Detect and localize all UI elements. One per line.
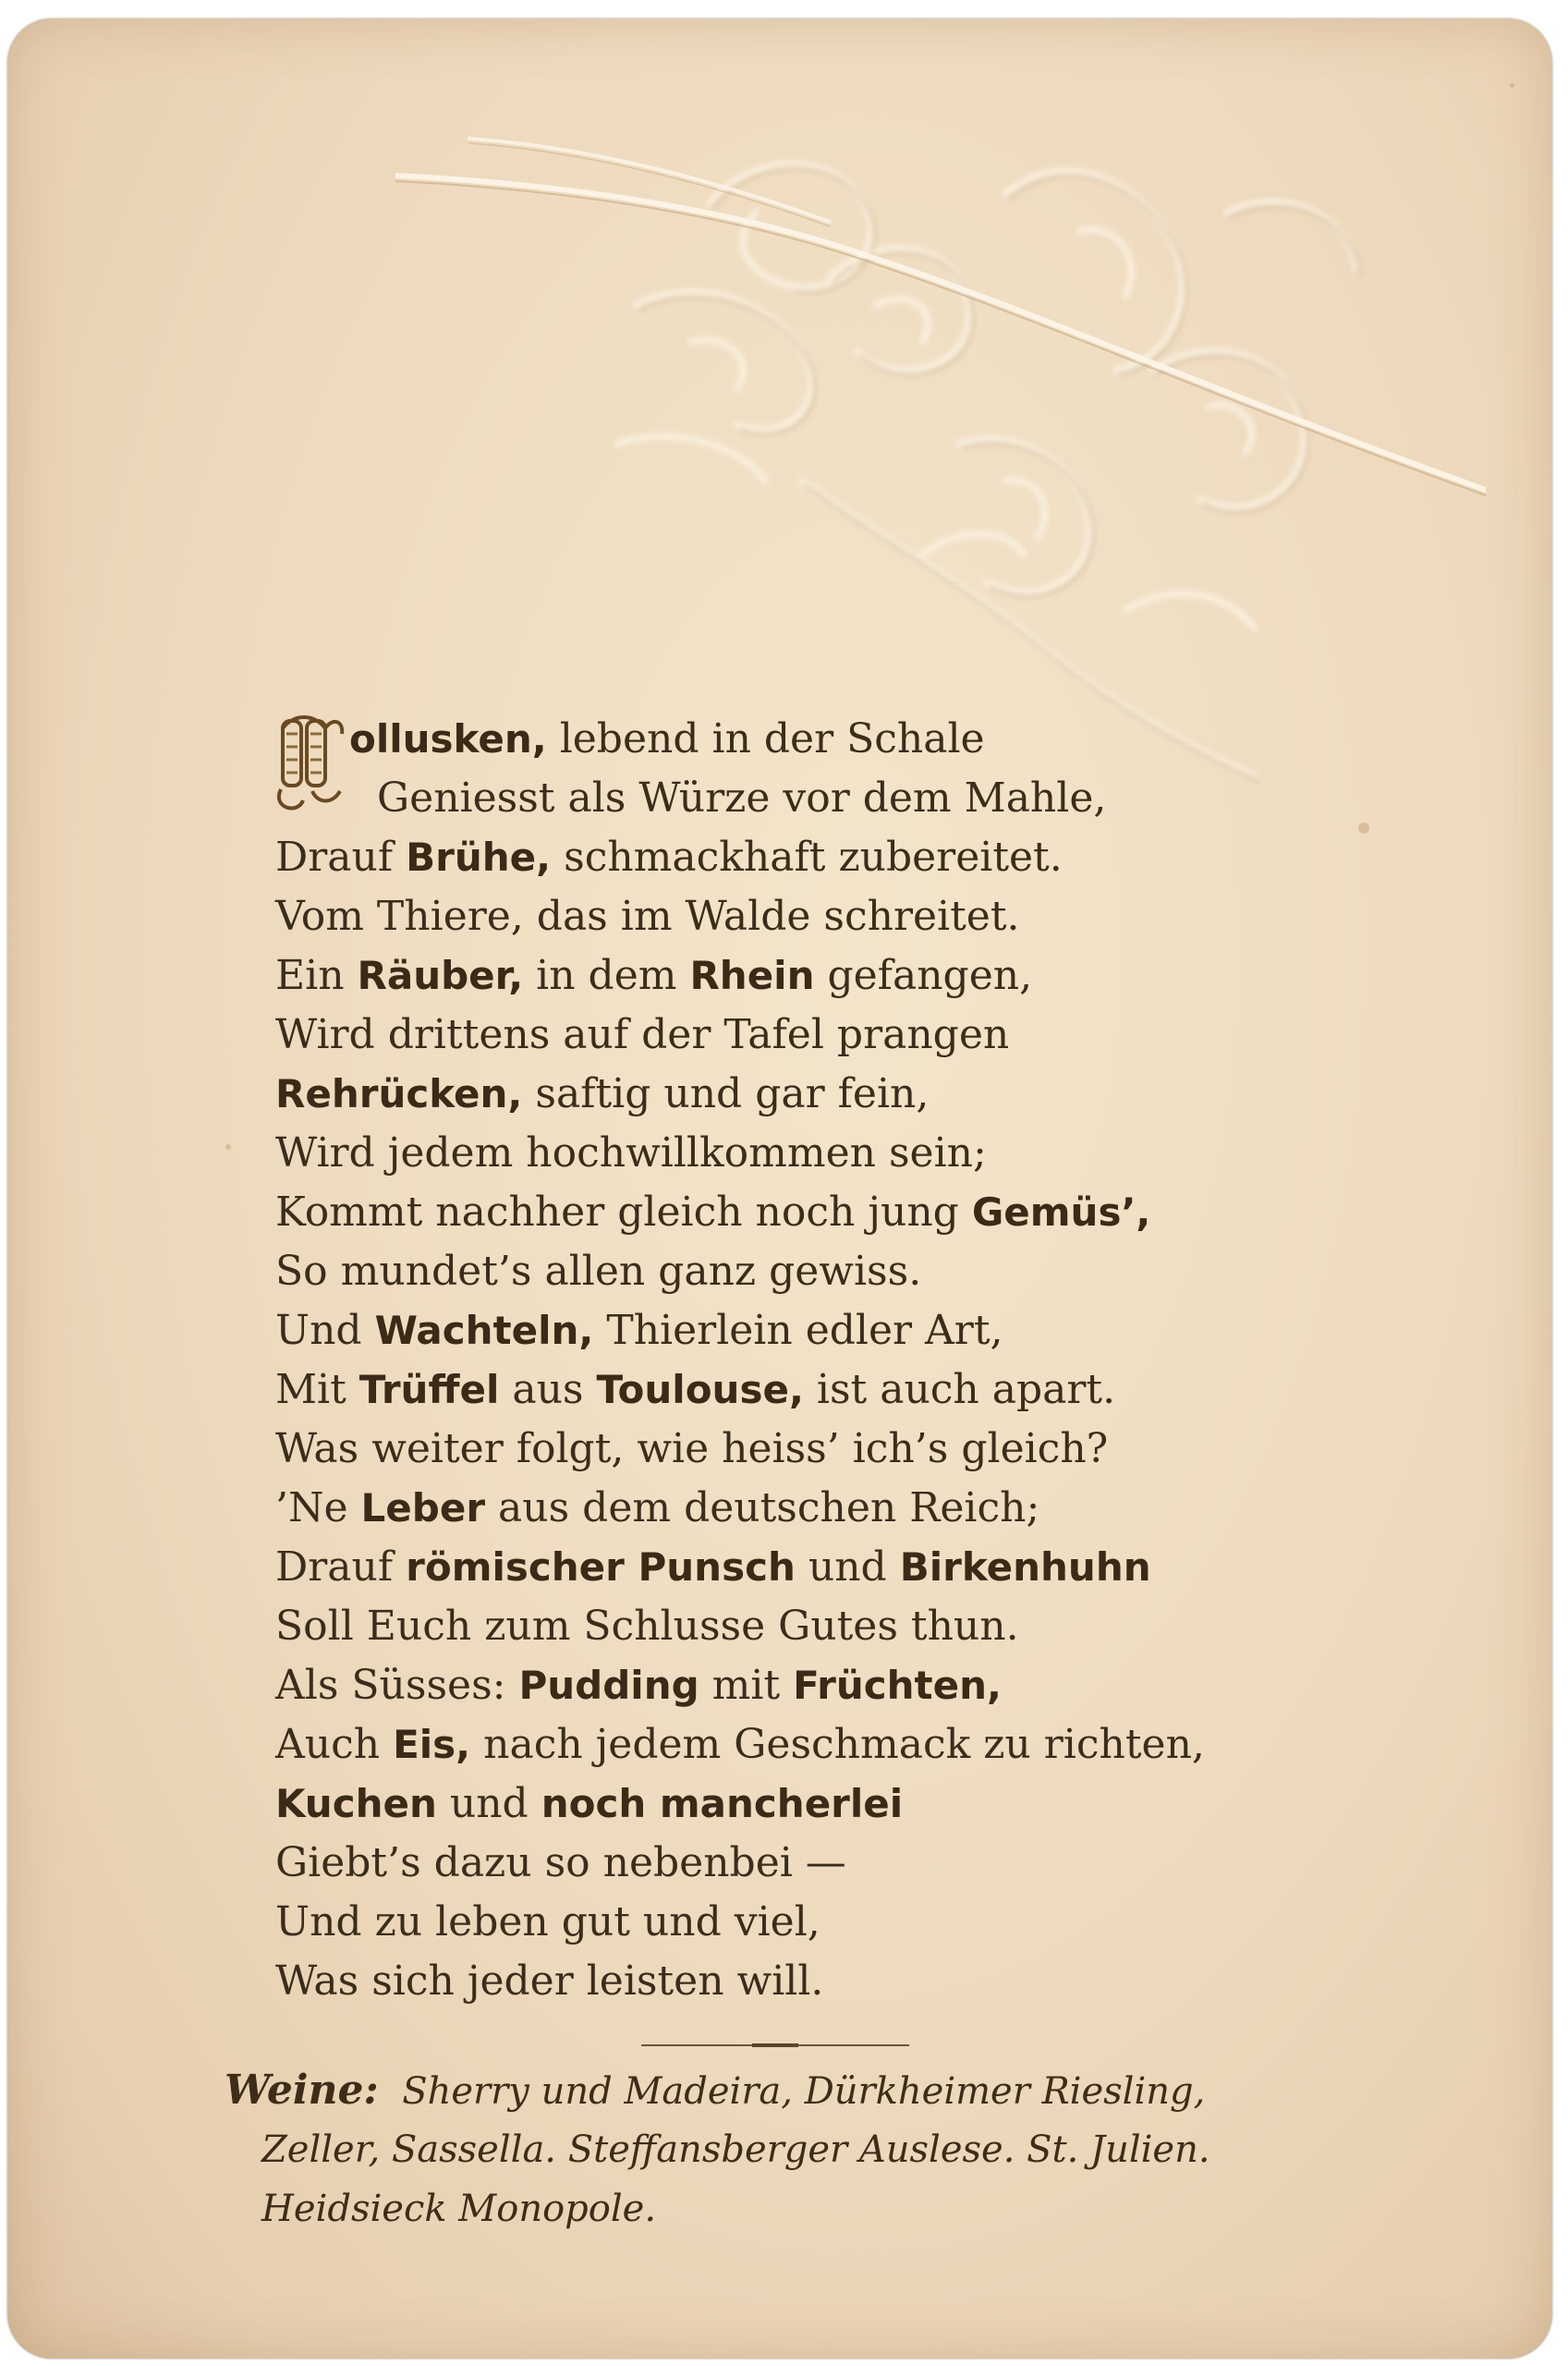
wine-line-3	[225, 2179, 1426, 2238]
verse-text: Drauf	[275, 834, 407, 881]
verse-text: Was weiter folgt, wie heiss’ ich’s gleich?	[275, 1425, 1109, 1472]
ornamental-initial	[275, 715, 346, 819]
paper-speck	[225, 1144, 231, 1150]
dish-name: Gemüs’,	[971, 1189, 1151, 1235]
dish-name: Rhein	[689, 953, 815, 998]
verse-text: gefangen,	[814, 952, 1033, 999]
poem-line	[275, 1538, 1384, 1597]
verse-text: Was sich jeder leisten will.	[275, 1957, 824, 2005]
poem-line	[275, 1065, 1384, 1124]
dish-name: Birkenhuhn	[899, 1544, 1151, 1590]
dish-name: Wachteln,	[374, 1308, 594, 1353]
dish-name: noch mancherlei	[541, 1781, 904, 1826]
wine-line-2	[225, 2120, 1426, 2179]
verse-text: Und zu leben gut und viel,	[275, 1898, 820, 1945]
paper-crease	[395, 120, 1486, 508]
poem-line	[275, 1715, 1384, 1774]
dish-name: Räuber,	[357, 953, 524, 998]
wine-text-2: Zeller, Sassella. Steffansberger Auslese. St. Julien.	[261, 2128, 1210, 2171]
dish-name: ollusken,	[349, 716, 547, 762]
verse-text: Wird drittens auf der Tafel prangen	[275, 1011, 1010, 1058]
wine-label: Weine:	[225, 2067, 379, 2114]
dish-name: Kuchen	[275, 1781, 437, 1826]
wine-text-1: Sherry und Madeira, Dürkheimer Riesling,	[402, 2070, 1206, 2113]
verse-text: Kommt nachher gleich noch jung	[275, 1189, 972, 1236]
verse-text: Geniesst als Würze vor dem Mahle,	[377, 774, 1107, 822]
dish-name: Pudding	[518, 1663, 699, 1708]
paper-speck	[1510, 83, 1514, 88]
poem-line	[275, 769, 1384, 828]
verse-text: Vom Thiere, das im Walde schreitet.	[275, 893, 1020, 940]
poem-line	[275, 1006, 1384, 1065]
poem-stanza	[275, 710, 1384, 2011]
poem-line	[275, 1656, 1384, 1715]
wine-list	[225, 2061, 1426, 2238]
divider-rule	[641, 2044, 909, 2046]
verse-text: So mundet’s allen ganz gewiss.	[275, 1248, 922, 1295]
poem-line	[275, 1242, 1384, 1301]
dish-name: Eis,	[393, 1722, 471, 1767]
wine-text-3: Heidsieck Monopole.	[261, 2188, 657, 2230]
verse-text: nach jedem Geschmack zu richten,	[470, 1721, 1205, 1768]
poem-line	[275, 1420, 1384, 1479]
dish-name: römischer Punsch	[406, 1544, 796, 1590]
poem-line	[275, 1952, 1384, 2011]
verse-text: Soll Euch zum Schlusse Gutes thun.	[275, 1603, 1019, 1650]
verse-text: ’Ne	[275, 1484, 361, 1531]
verse-text: ist auch apart.	[803, 1366, 1116, 1413]
verse-text: mit	[699, 1662, 794, 1709]
poem-line	[275, 828, 1384, 887]
verse-text: lebend in der Schale	[546, 715, 985, 762]
verse-text: und	[436, 1780, 541, 1827]
verse-text: Und	[275, 1307, 375, 1354]
dish-name: Leber	[360, 1485, 486, 1531]
poem-line	[275, 1301, 1384, 1360]
verse-text: aus dem deutschen Reich;	[485, 1484, 1040, 1531]
verse-text: saftig und gar fein,	[522, 1070, 930, 1117]
verse-text: aus	[499, 1366, 597, 1413]
poem-line	[275, 1124, 1384, 1183]
poem-line	[275, 1479, 1384, 1538]
poem-line	[275, 1597, 1384, 1656]
poem-line	[275, 710, 1384, 769]
verse-text: Thierlein edler Art,	[593, 1307, 1003, 1354]
verse-text: Wird jedem hochwillkommen sein;	[275, 1129, 987, 1177]
verse-text: schmackhaft zubereitet.	[551, 834, 1063, 881]
poem-line	[275, 1183, 1384, 1242]
verse-text: Als Süsses:	[275, 1662, 519, 1709]
verse-text: und	[795, 1543, 900, 1591]
dish-name: Rehrücken,	[275, 1071, 523, 1116]
verse-text: Mit	[275, 1366, 359, 1413]
dish-name: Früchten,	[793, 1663, 1002, 1708]
dish-name: Toulouse,	[596, 1367, 804, 1412]
poem-line	[275, 1774, 1384, 1834]
poem-line	[275, 1893, 1384, 1952]
verse-text: Giebt’s dazu so nebenbei —	[275, 1839, 846, 1886]
verse-text: in dem	[523, 952, 690, 999]
verse-text: Auch	[275, 1721, 394, 1768]
dish-name: Trüffel	[359, 1367, 500, 1412]
poem-line	[275, 946, 1384, 1006]
menu-card	[7, 18, 1552, 2359]
poem-line	[275, 1360, 1384, 1420]
verse-text: Ein	[275, 952, 358, 999]
dish-name: Brühe,	[406, 835, 552, 880]
poem-line	[275, 1834, 1384, 1893]
poem-line	[275, 887, 1384, 946]
wine-line-1	[225, 2061, 1426, 2120]
verse-text: Drauf	[275, 1543, 407, 1591]
